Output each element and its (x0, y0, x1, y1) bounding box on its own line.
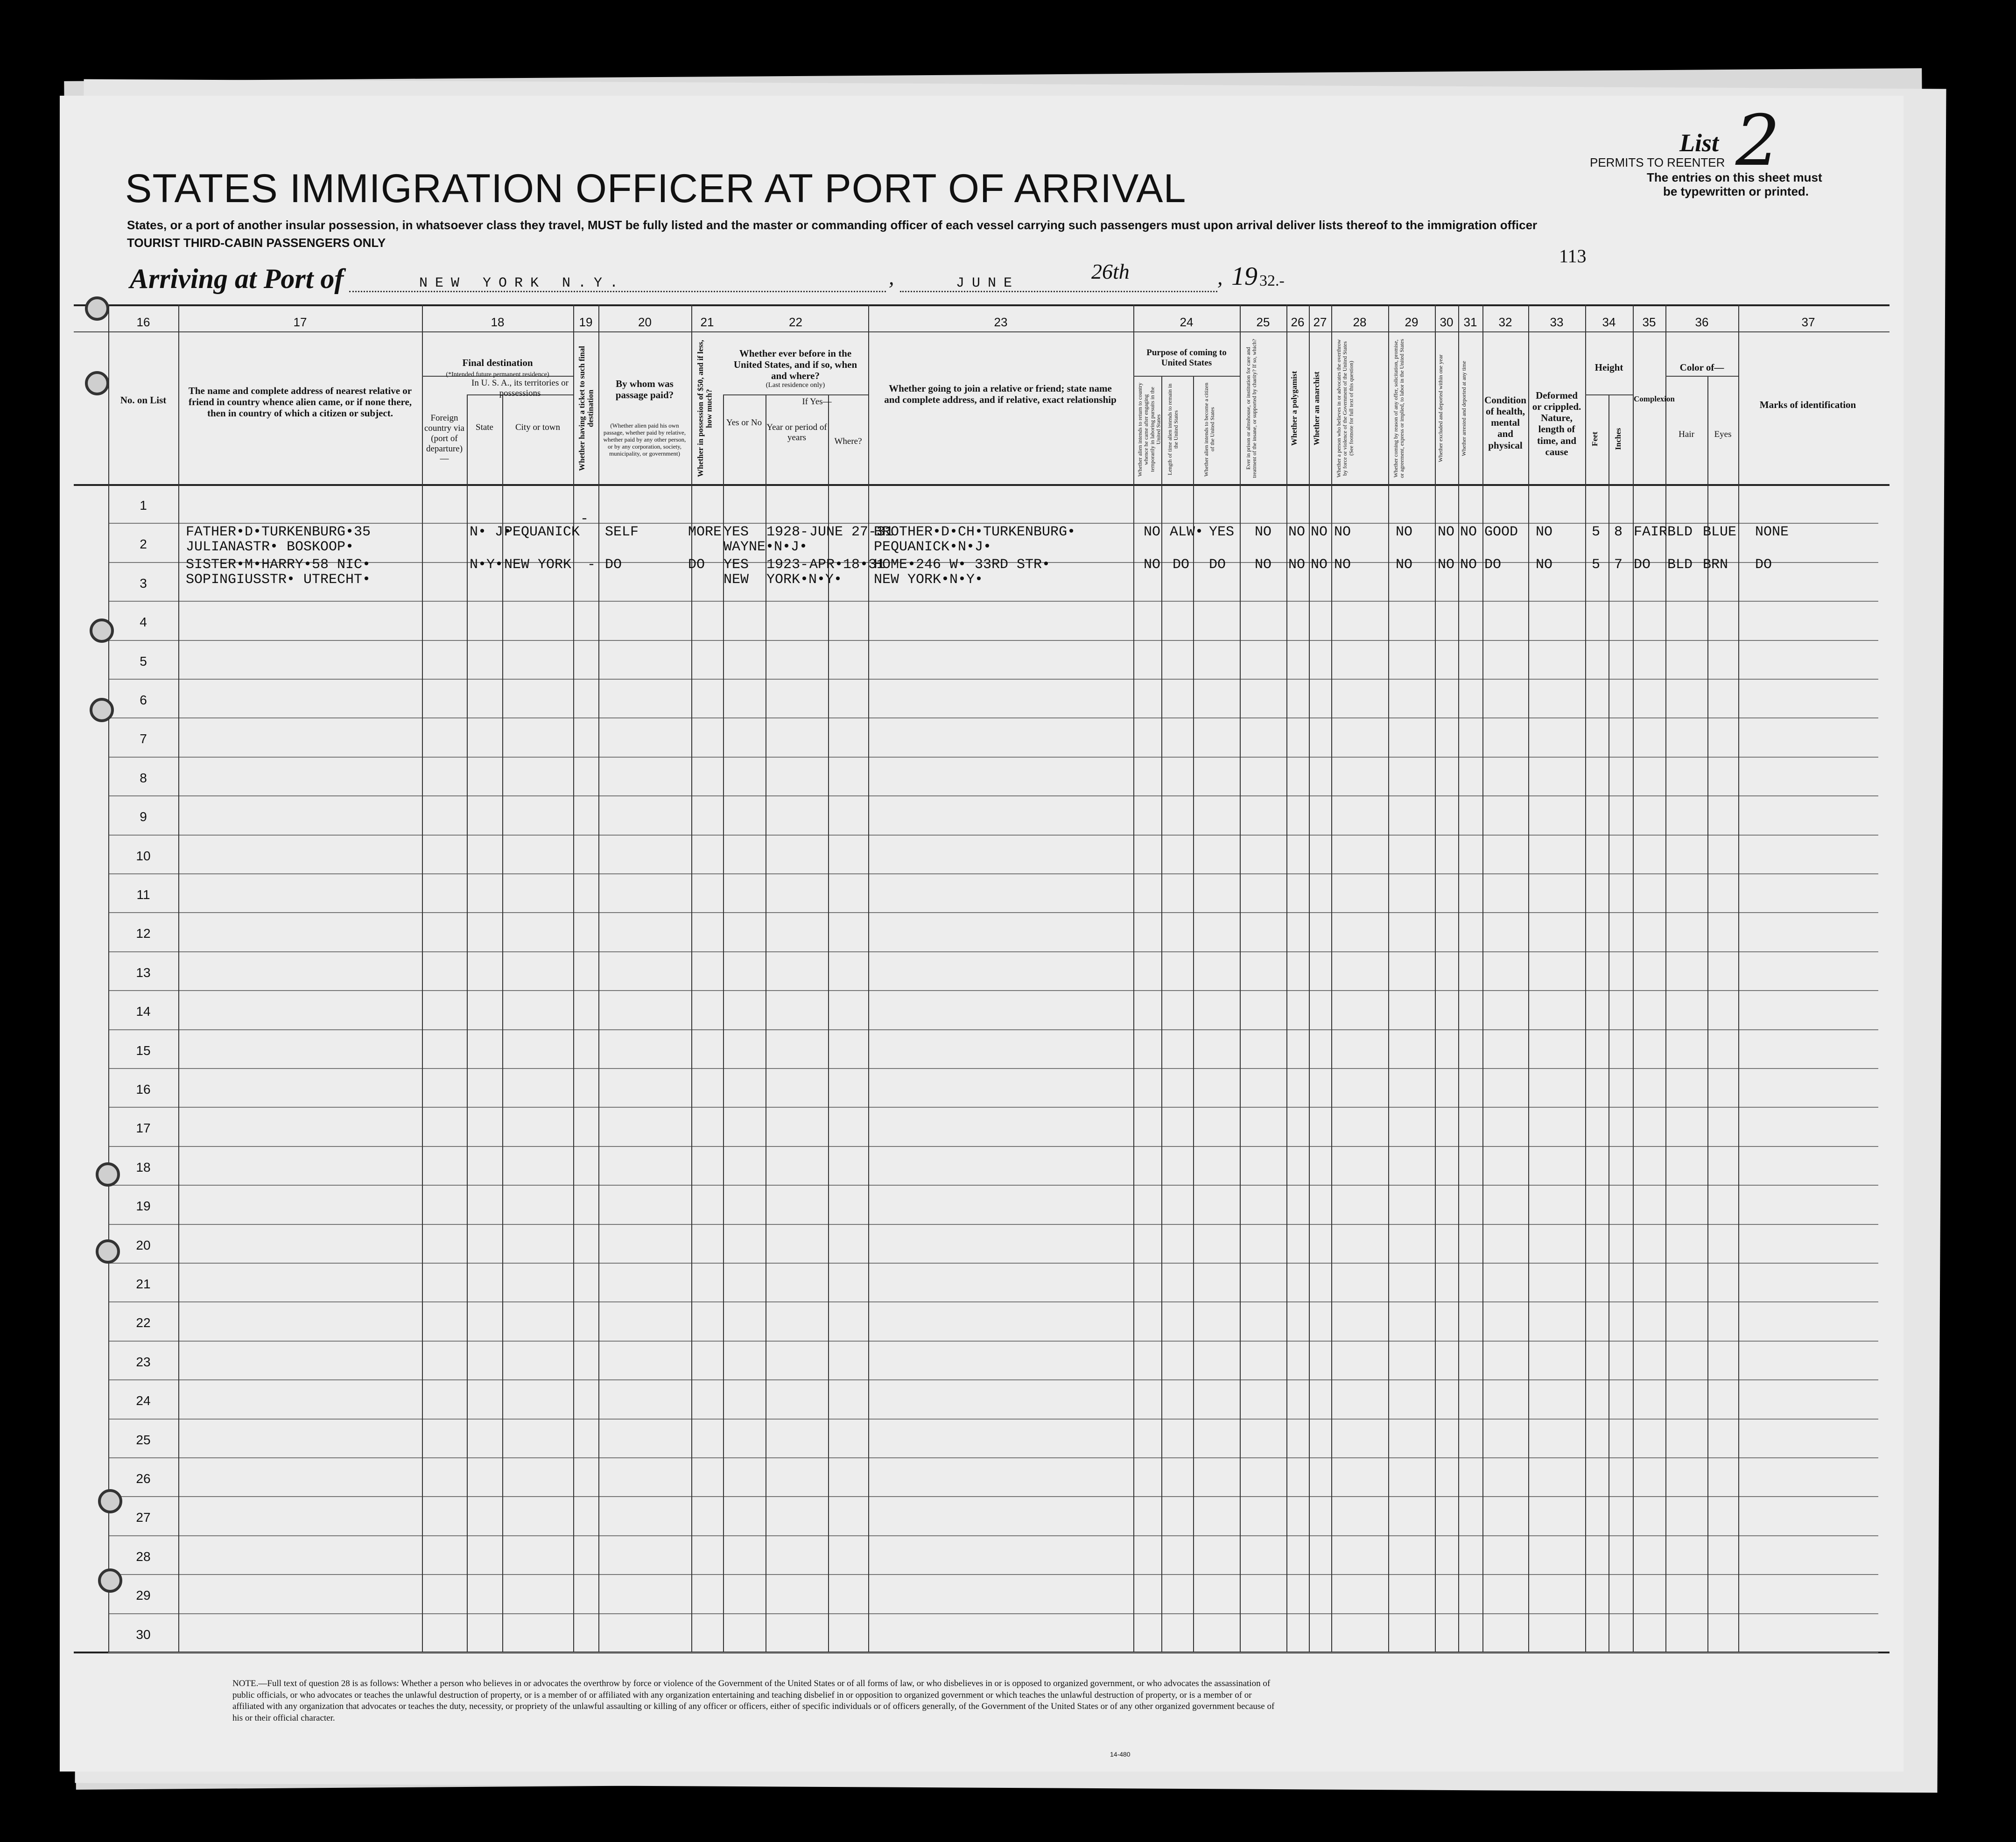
row-number: 20 (136, 1237, 151, 1252)
header-marks: Marks of identification (1759, 399, 1856, 410)
header-height: Height (1595, 362, 1623, 373)
header-money: Whether in possession of $50, and if less, how much? (696, 340, 714, 477)
row2-hair: BLD (1667, 557, 1693, 573)
row-rule (108, 1146, 1878, 1147)
row-rule (108, 912, 1878, 913)
column-number-rule (74, 331, 1890, 332)
row1-inches: 8 (1614, 524, 1623, 540)
row-number: 30 (136, 1627, 151, 1642)
row-number: 2 (140, 537, 147, 552)
table-top-border (74, 304, 1890, 306)
binder-hole (90, 619, 114, 643)
header-arrested: Whether arrested and deported at any time (1461, 361, 1467, 456)
col-num-30: 30 (1440, 315, 1454, 329)
binder-hole (96, 1162, 120, 1187)
row2-purpose-return: NO (1144, 557, 1161, 573)
header-in-usa: In U. S. A., its territories or possessions (471, 378, 569, 398)
row2-paid-by: DO (605, 557, 622, 573)
header-no-on-list: No. on List (120, 394, 167, 406)
col-num-17: 17 (293, 315, 307, 329)
row1-join-line1: BROTHER•D•CH•TURKENBURG• (874, 524, 1076, 540)
row1-prison: NO (1255, 524, 1272, 540)
arrival-month: JUNE (956, 275, 1020, 291)
header-note: States, or a port of another insular possession, in whatsoever class they travel, MUST be fully listed and the master or commanding officer of each vessel carrying such passengers must upon arrival deliver lists thereof to the immigration officer (127, 218, 1538, 232)
page-title: STATES IMMIGRATION OFFICER AT PORT OF ARRIVAL (125, 166, 1187, 211)
row-rule (108, 601, 1878, 602)
arrival-day: 26th (1091, 260, 1130, 283)
entries-instruction-1: The entries on this sheet must (1647, 170, 1822, 184)
binder-hole (96, 1239, 120, 1264)
row-rule (108, 640, 1878, 641)
row2-state: N•Y• (470, 557, 504, 573)
row-rule (108, 1068, 1878, 1069)
row1-arrested: NO (1460, 524, 1477, 540)
row2-join-line2: NEW YORK•N•Y• (874, 572, 983, 588)
row1-hair: BLD (1667, 524, 1693, 540)
header-period-years: Year or period of years (766, 422, 827, 443)
row-rule (108, 951, 1878, 952)
col-num-37: 37 (1801, 315, 1815, 329)
row2-excluded: NO (1438, 557, 1455, 573)
col-num-33: 33 (1550, 315, 1564, 329)
row-rule (108, 1496, 1878, 1497)
row-rule (108, 757, 1878, 758)
row-rule (108, 835, 1878, 836)
stamp-number: 113 (1559, 246, 1587, 267)
row2-prison: NO (1255, 557, 1272, 573)
row2-money: DO (688, 557, 705, 573)
row1-anarchist: NO (1311, 524, 1328, 540)
row2-where-line1: NEW (724, 572, 749, 588)
row1-polygamist: NO (1288, 524, 1306, 540)
header-prison: Ever in prison or almshouse, or institution for care and treatment of the insane, or supported by charity? If so, which? (1245, 339, 1258, 478)
header-purpose-length: Length of time alien intends to remain in the United States (1166, 383, 1180, 476)
row1-purpose-length: ALW• (1170, 524, 1204, 540)
col-num-21: 21 (700, 315, 714, 329)
col-num-20: 20 (638, 315, 652, 329)
col-num-27: 27 (1313, 315, 1327, 329)
row1-ever-before: YES (724, 524, 749, 540)
row1-departure-date: JUNE 27-31 (809, 524, 894, 540)
row-number: 7 (140, 731, 147, 746)
row-number: 13 (136, 965, 151, 980)
header-labor-offer: Whether coming by reason of any offer, solicitation, promise, or agreement, express or implied, to labor in the United States (1392, 339, 1405, 478)
row-rule (108, 795, 1878, 796)
header-passage-paid-note: (Whether alien paid his own passage, whether paid by relative, whether paid by any other person, or by any corporation, society, municipality, or government) (603, 422, 686, 457)
row-number: 27 (136, 1510, 151, 1525)
row-number: 21 (136, 1277, 151, 1291)
col-num-16: 16 (136, 315, 150, 329)
header-anarchist: Whether an anarchist (1312, 371, 1321, 446)
year-suffix: 32.- (1259, 272, 1285, 289)
col-num-25: 25 (1256, 315, 1270, 329)
row1-join-line2: PEQUANICK•N•J• (874, 539, 992, 555)
row-rule (108, 1379, 1878, 1380)
row-rule (108, 1263, 1878, 1264)
list-number: 2 (1735, 100, 1780, 182)
row2-feet: 5 (1592, 557, 1601, 573)
row2-relative-line1: SISTER•M•HARRY•58 NIC• (186, 557, 371, 573)
header-eyes: Eyes (1714, 429, 1732, 439)
row-number: 29 (136, 1588, 151, 1603)
header-feet: Feet (1590, 431, 1599, 446)
header-foreign-country: Foreign country via (port of departure)— (424, 413, 464, 464)
row-rule (108, 1535, 1878, 1536)
col-num-31: 31 (1463, 315, 1477, 329)
header-purpose-citizen: Whether alien intends to become a citizen of the United States (1203, 382, 1216, 477)
header-ever-before-usa: Whether ever before in the United States, and if so, when and where? (733, 348, 857, 382)
header-excluded: Whether excluded and deported within one year (1437, 354, 1444, 463)
row-number: 26 (136, 1471, 151, 1486)
row-number: 3 (140, 576, 147, 591)
header-complexion: Complexion (1634, 394, 1675, 403)
row-rule (108, 873, 1878, 874)
footnote-question-28: NOTE.—Full text of question 28 is as follows: Whether a person who believes in or advocates the overthrow by force or violence of the Government of the United States or of all forms of law, or who disbelieves in or is opposed to organized government, or who advocates the assassination of public officials, or who advocates or teaches the unlawful destruction of property, or is a member of or affiliated with any organization entertaining and teaching disbelief in or opposition to organized government or which teaches the unlawful destruction of property, or is a member of or affiliated with any organization that advocates or teaches the duty, necessity, or propriety of the unlawful assaulting or killing of any officer or officers, either of specific individuals or of officers generally, of the Government of the United States or of any other organized government because of his or their official character. (232, 1679, 1275, 1723)
manifest-sheet: List 2 PERMITS TO REENTER The entries on this sheet must be typewritten or printed. STATES IMMIGRATION OFFICER AT PORT OF ARRIVAL States, or a port of another insular possession, in whatsoever class they travel, MUST be fully listed and the master or commanding officer of each vessel carrying such passengers must upon arrival deliver lists thereof to the immigration officer TOURIST THIRD-CABIN PASSENGERS ONLY 113 Arriving at Port of NEW YORK N.Y. , JUNE 26th , 19 32.- 16 17 18 19 20 21 22 23 24 25 26 27 28 29 30 31 32 33 34 35 36 37 No. on List The name and complete address of nearest relative or friend in country whence alien came, or if none there, then in country of which a citizen or subject. Final destination (*Intended future permanent residence) Foreign country via (port of departure)— In U. S. A., its territories or possessions State City or town Whether having a ticket to such final destination By whom was passage paid? (Whether alien paid his own passage, whether paid by relative, whether paid by any other person, or by any corporation, society, municipality, or government) Whether in possession of $50, and if less, how much? Whether ever before in the United States, and if so, when and where? (Last residence only) Yes or No If Yes— Year or period of years Where? Whether going to join a relative or friend; state name and complete address, and if relative, exact relationship Purpose of coming to United States Whether alien intends to return to country whence he came after engaging temporarily in laboring pursuits in the United States Length of time alien intends to remain in the United States Whether alien intends to become a citizen of the United States Ever in prison or almshouse, or institution for care and treatment of the insane, or supported by charity? If so, which? Whether a polygamist Whether an anarchist Whether a person who believes in or advocates the overthrow by force or violence of the Government of the United States (See footnote for full text of this question) Whether coming by reason of any offer, solicitation, promise, or agreement, express or implied, to labor in the United States Whether excluded and deported within one year Whether arrested and deported at any time Condition of health, mental and physical Deformed or crippled. Nature, length of time, and cause Height Feet Inches Complexion Color of— Hair Eyes Marks of identification 1 2 3 4 5 6 7 8 9 10 11 12 13 14 15 16 17 18 19 20 21 22 23 24 25 26 27 28 29 30 FATHER•D•TURKENBURG•35 JULIANASTR• BOSKOOP• N• J• PEQUANICK - SELF MORE YES 1928- WAYNE•N•J• JUNE 27-31 BROTHER•D•CH•TURKENBURG• PEQUANICK•N•J• NO ALW• YES NO NO NO NO NO NO NO GOOD NO 5 8 FAIR BLD BLUE NONE SISTER•M•HARRY•58 NIC• SOPINGIUSSTR• UTRECHT• N•Y• NEW YORK - DO DO YES 1923- NEW YORK•N•Y• APR•18•31 HOME•246 W• 33RD STR• NEW YORK•N•Y• NO DO DO NO NO NO NO NO NO NO DO NO 5 7 DO BLD BRN DO NOTE.—Full text of question 28 is as follows: Whether a person who believes in or advocates the overthrow by force or violence of the Government of the United States or of all forms of law, or who disbelieves in or is opposed to organized government, or who advocates the assassination of public officials, or who advocates or teaches the unlawful destruction of property, or is a member of or affiliated with any organization entertaining and teaching disbelief in or opposition to organized government or which teaches the unlawful destruction of property, or is a member of or affiliated with any organization that advocates or teaches the duty, necessity, or propriety of the unlawful assaulting or killing of any officer or officers, either of specific individuals or of officers generally, of the Government of the United States or of any other organized government because of his or their official character. 14-480 (60, 96, 1904, 1772)
row1-feet: 5 (1592, 524, 1601, 540)
row-rule (108, 1419, 1878, 1420)
row1-ticket: - (580, 511, 589, 527)
binder-hole (85, 371, 109, 395)
col-num-36: 36 (1695, 315, 1709, 329)
row-number: 5 (140, 654, 147, 668)
row2-purpose-length: DO (1173, 557, 1190, 573)
row-rule (108, 1185, 1878, 1186)
date-line (900, 291, 1217, 292)
col-num-22: 22 (789, 315, 802, 329)
row-rule (108, 1107, 1878, 1108)
permits-label: PERMITS TO REENTER (1590, 155, 1725, 169)
header-going-to-join: Whether going to join a relative or friend; state name and complete address, and if relative, exact relationship (884, 383, 1117, 406)
header-deformed: Deformed or crippled. Nature, length of time, and cause (1532, 390, 1581, 457)
arriving-label: Arriving at Port of (130, 263, 344, 294)
row1-paid-by: SELF (605, 524, 639, 540)
row-number: 11 (136, 887, 150, 902)
col-num-24: 24 (1180, 315, 1194, 329)
row2-complexion: DO (1634, 557, 1651, 573)
row-rule (108, 1457, 1878, 1458)
row-rule (108, 1029, 1878, 1030)
row-number: 22 (136, 1315, 151, 1330)
tourist-class-label: TOURIST THIRD-CABIN PASSENGERS ONLY (127, 236, 386, 250)
header-ticket: Whether having a ticket to such final destination (577, 346, 595, 471)
row-rule (108, 1224, 1878, 1225)
row2-period: 1923- (766, 557, 809, 573)
row-rule (108, 990, 1878, 991)
binder-hole (85, 296, 109, 321)
row-number: 19 (136, 1199, 151, 1214)
col-num-19: 19 (579, 315, 593, 329)
row-rule (108, 1652, 1878, 1653)
row2-ticket: - (587, 557, 596, 573)
row1-purpose-return: NO (1144, 524, 1161, 540)
row2-join-line1: HOME•246 W• 33RD STR• (874, 557, 1051, 573)
row1-money: MORE (688, 524, 722, 540)
row-number: 23 (136, 1354, 151, 1369)
row1-excluded: NO (1438, 524, 1455, 540)
row-number: 25 (136, 1432, 151, 1447)
header-passage-paid: By whom was passage paid? (615, 378, 674, 401)
col-num-35: 35 (1642, 315, 1656, 329)
col-num-23: 23 (994, 315, 1008, 329)
row2-eyes: BRN (1703, 557, 1728, 573)
row1-state: N• J• (470, 524, 512, 540)
header-relative-address: The name and complete address of nearest relative or friend in country whence alien came, or if none there, then in country of which a citizen or subject. (188, 385, 412, 419)
binder-hole (98, 1568, 122, 1593)
header-last-residence: (Last residence only) (766, 381, 825, 389)
row2-inches: 7 (1614, 557, 1623, 573)
header-overthrow: Whether a person who believes in or advocates the overthrow by force or violence of the Government of the United States (See footnote for full text of this question) (1335, 339, 1355, 478)
row1-relative-line1: FATHER•D•TURKENBURG•35 (186, 524, 371, 540)
row-rule (108, 1613, 1878, 1614)
row-number: 10 (136, 848, 151, 863)
row1-where: WAYNE•N•J• (724, 539, 808, 555)
binder-hole (90, 698, 114, 722)
row1-complexion: FAIR (1634, 524, 1668, 540)
row-number: 28 (136, 1549, 151, 1564)
row2-marks: DO (1755, 557, 1772, 573)
row2-anarchist: NO (1311, 557, 1328, 573)
row-number: 6 (140, 693, 147, 707)
list-label: List (1679, 129, 1719, 157)
row-number: 1 (140, 498, 147, 513)
header-polygamist: Whether a polygamist (1290, 371, 1299, 446)
row-number: 14 (136, 1004, 151, 1019)
row-number: 12 (136, 926, 151, 941)
header-if-yes: If Yes— (802, 397, 832, 407)
header-final-destination-note: (*Intended future permanent residence) (446, 371, 549, 378)
col-num-34: 34 (1602, 315, 1616, 329)
row1-period: 1928- (766, 524, 809, 540)
row1-overthrow: NO (1334, 524, 1351, 540)
row2-deformed: NO (1536, 557, 1553, 573)
header-where: Where? (834, 436, 862, 446)
header-purpose-return: Whether alien intends to return to country whence he came after engaging temporarily in laboring pursuits in the United States (1137, 382, 1162, 477)
header-final-destination: Final destination (462, 357, 533, 368)
header-color-of: Color of— (1679, 362, 1724, 373)
col-num-26: 26 (1291, 315, 1305, 329)
row2-arrested: NO (1460, 557, 1477, 573)
row-number: 4 (140, 615, 147, 630)
header-yes-or-no: Yes or No (726, 418, 762, 428)
row-rule (108, 679, 1878, 680)
row2-polygamist: NO (1288, 557, 1306, 573)
row1-relative-line2: JULIANASTR• BOSKOOP• (186, 539, 354, 555)
header-state: State (476, 422, 493, 432)
row2-relative-line2: SOPINGIUSSTR• UTRECHT• (186, 572, 371, 588)
row1-purpose-citizen: YES (1209, 524, 1235, 540)
header-inches: Inches (1614, 428, 1623, 450)
row2-labor: NO (1396, 557, 1413, 573)
row-number: 15 (136, 1043, 151, 1058)
row-number: 17 (136, 1121, 151, 1136)
row-number: 8 (140, 770, 147, 785)
row-rule (108, 1301, 1878, 1302)
row2-overthrow: NO (1334, 557, 1351, 573)
row-rule (108, 717, 1878, 718)
header-hair: Hair (1679, 429, 1694, 439)
row2-where-line2: YORK•N•Y• (766, 572, 843, 588)
form-identifier: 14-480 (1110, 1751, 1131, 1758)
row2-city: NEW YORK (504, 557, 572, 573)
row2-departure-date: APR•18•31 (809, 557, 885, 573)
col-num-18: 18 (491, 315, 505, 329)
header-city-town: City or town (515, 422, 561, 432)
row1-labor: NO (1396, 524, 1413, 540)
year-prefix: 19 (1231, 262, 1257, 291)
header-purpose: Purpose of coming to United States (1146, 348, 1227, 368)
row-number: 18 (136, 1160, 151, 1174)
row-rule (108, 1341, 1878, 1342)
row2-ever-before: YES (724, 557, 749, 573)
row2-purpose-citizen: DO (1209, 557, 1226, 573)
col-num-28: 28 (1353, 315, 1367, 329)
port-value: NEW YORK N.Y. (419, 275, 626, 291)
row1-deformed: NO (1536, 524, 1553, 540)
row-number: 24 (136, 1393, 151, 1408)
row1-eyes: BLUE (1703, 524, 1737, 540)
header-health: Condition of health, mental and physical (1484, 394, 1526, 451)
col-num-29: 29 (1405, 315, 1419, 329)
row-rule (108, 1574, 1878, 1575)
col-num-32: 32 (1498, 315, 1512, 329)
row1-marks: NONE (1755, 524, 1789, 540)
binder-hole (98, 1489, 122, 1513)
row1-health: GOOD (1484, 524, 1518, 540)
row1-city: PEQUANICK (504, 524, 580, 540)
row2-health: DO (1484, 557, 1502, 573)
header-bottom-rule (74, 484, 1890, 486)
row-number: 16 (136, 1082, 151, 1097)
entries-instruction-2: be typewritten or printed. (1663, 184, 1809, 198)
row-number: 9 (140, 809, 147, 824)
